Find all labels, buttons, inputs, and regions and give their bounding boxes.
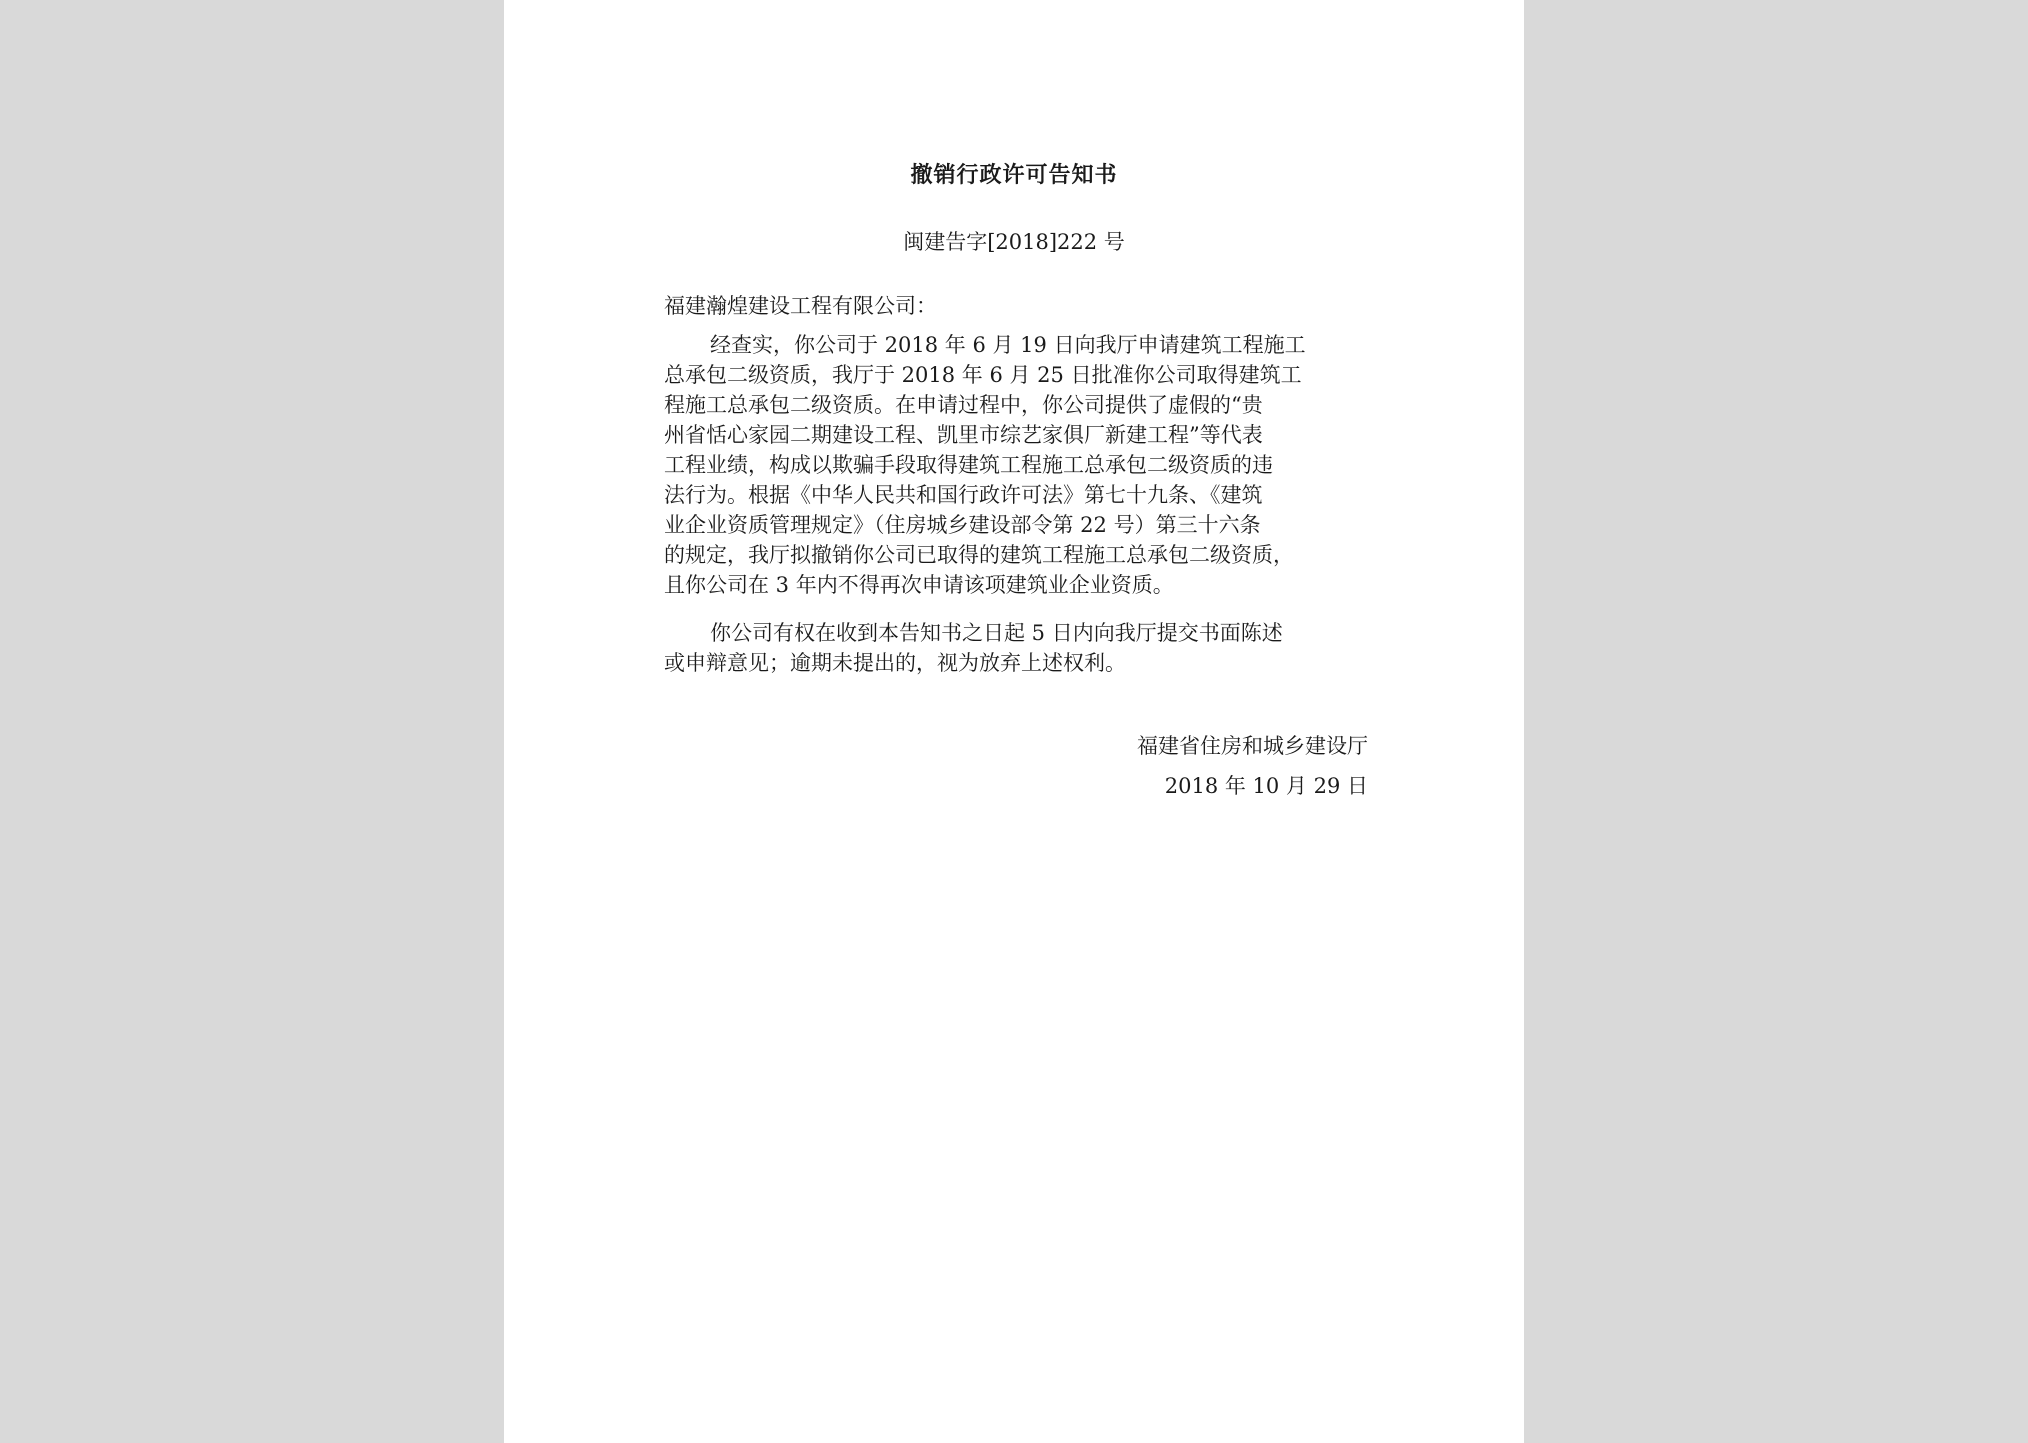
paragraph-line: 程施工总承包二级资质。在申请过程中，你公司提供了虚假的“贵 xyxy=(664,393,1263,417)
salutation: 福建瀚煌建设工程有限公司： xyxy=(664,294,937,318)
document-page xyxy=(504,0,1524,1443)
paragraph-line: 的规定，我厅拟撤销你公司已取得的建筑工程施工总承包二级资质， xyxy=(664,543,1294,567)
paragraph-line: 州省恬心家园二期建设工程、凯里市综艺家俱厂新建工程”等代表 xyxy=(664,423,1263,447)
paragraph-line: 或申辩意见；逾期未提出的，视为放弃上述权利。 xyxy=(664,651,1126,675)
signature-date: 2018 年 10 月 29 日 xyxy=(1164,774,1368,798)
signature-organization: 福建省住房和城乡建设厅 xyxy=(1137,734,1368,758)
paragraph-line: 总承包二级资质，我厅于 2018 年 6 月 25 日批准你公司取得建筑工 xyxy=(664,363,1302,387)
document-title: 撤销行政许可告知书 xyxy=(910,162,1118,188)
paragraph-line: 经查实，你公司于 2018 年 6 月 19 日向我厅申请建筑工程施工 xyxy=(710,333,1306,357)
paragraph-line: 且你公司在 3 年内不得再次申请该项建筑业企业资质。 xyxy=(664,573,1174,597)
paragraph-line: 业企业资质管理规定》（住房城乡建设部令第 22 号）第三十六条 xyxy=(664,513,1261,537)
document-number: 闽建告字[2018]222 号 xyxy=(903,230,1125,254)
paragraph-1 xyxy=(664,330,1366,600)
paragraph-line: 你公司有权在收到本告知书之日起 5 日内向我厅提交书面陈述 xyxy=(710,621,1283,645)
paragraph-line: 工程业绩，构成以欺骗手段取得建筑工程施工总承包二级资质的违 xyxy=(664,453,1273,477)
paragraph-line: 法行为。根据《中华人民共和国行政许可法》第七十九条、《建筑 xyxy=(664,483,1263,507)
paragraph-2 xyxy=(664,618,1366,678)
